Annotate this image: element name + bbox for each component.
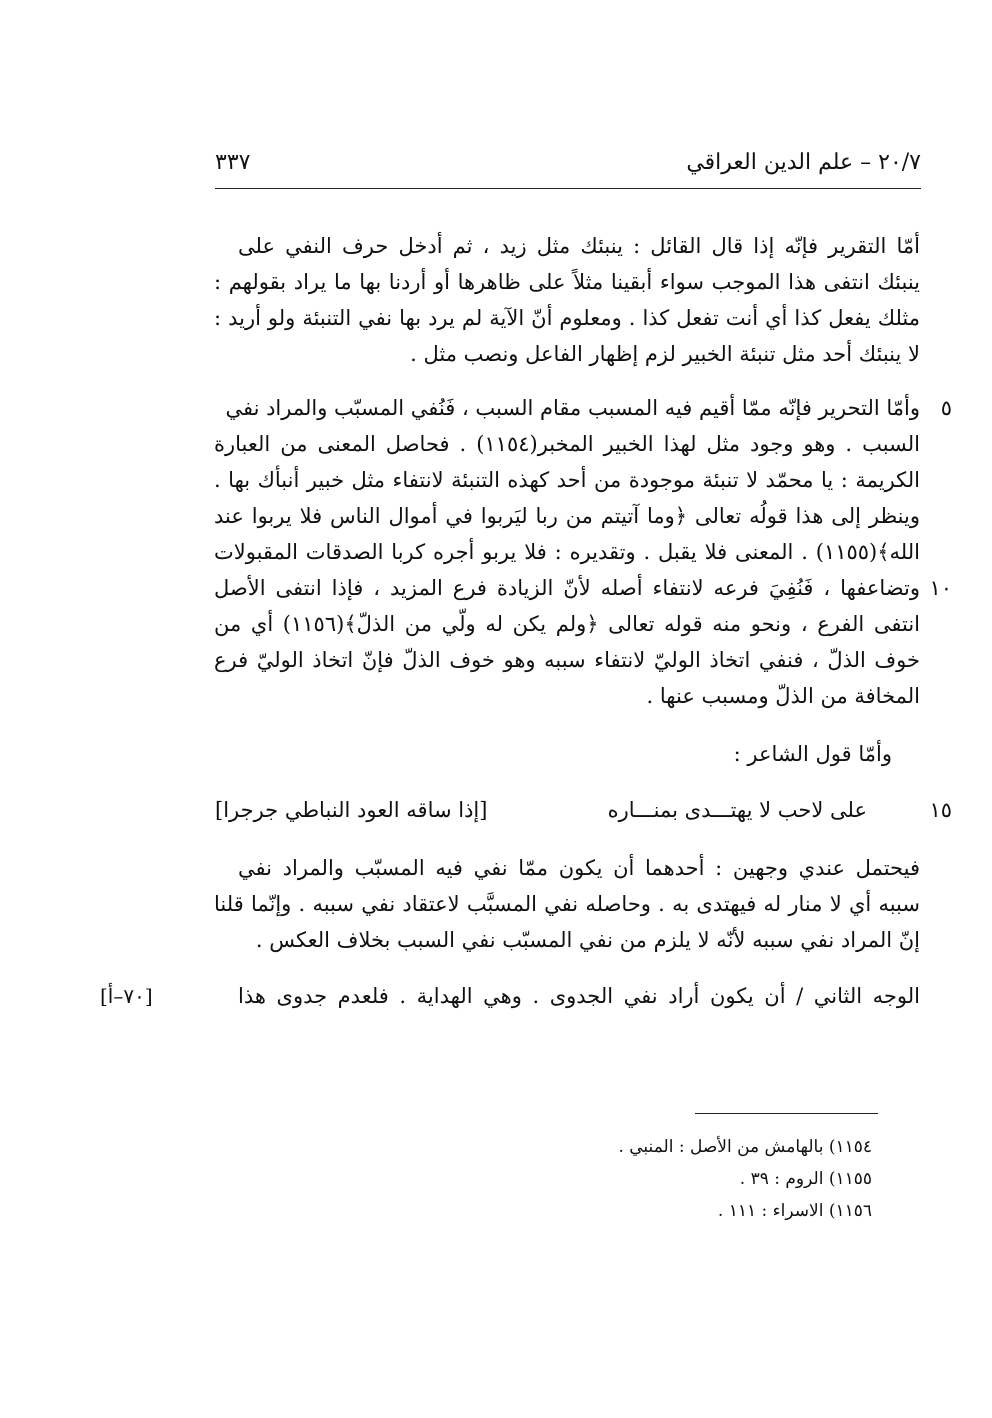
verse-second-hemistich: [إذا ساقه العود النباطي جرجرا] [215, 798, 488, 822]
line-number: ٥ [940, 396, 952, 420]
footnote: ١١٥٤) بالهامش من الأصل : المنبي . [618, 1137, 872, 1157]
text-line: لا ينبئك أحد مثل تنبئة الخبير لزم إظهار الفاعل ونصب مثل . [410, 342, 920, 366]
verse-first-hemistich: على لاحب لا يهتـــدى بمنـــاره [607, 798, 867, 822]
text-line: مثلك يفعل كذا أي أنت تفعل كذا . ومعلوم أنّ الآية لم يرد بها نفي التنبئة ولو أريد : [214, 306, 920, 330]
text-line: المخافة من الذلّ ومسبب عنها . [646, 684, 920, 708]
header-title: ٢٠/٧ – علم الدين العراقي [686, 150, 921, 175]
text-line: سببه أي لا منار له فيهتدى به . وحاصله نفي المسبَّب لاعتقاد نفي سببه . وإنّما قلنا [214, 892, 920, 916]
text-line: وأمّا قول الشاعر : [733, 742, 892, 766]
text-line: خوف الذلّ ، فنفي اتخاذ الوليّ لانتفاء سببه وهو خوف الذلّ فإنّ اتخاذ الوليّ فرع [214, 648, 920, 672]
text-line: الكريمة : يا محمّد لا تنبئة موجودة من أحد كهذه التنبئة لانتفاء مثل خبير أنبأك بها . [214, 468, 920, 492]
text-line: وينظر إلى هذا قولُه تعالى ﴿وما آتيتم من ربا ليَربوا في أموال الناس فلا يربوا عند [214, 504, 920, 528]
text-line: الله﴾(١١٥٥) . المعنى فلا يقبل . وتقديره : فلا يربو أجره كربا الصدقات المقبولات [214, 540, 920, 564]
footnote: ١١٥٥) الروم : ٣٩ . [739, 1169, 872, 1189]
text-line: وتضاعفها ، فَنُفِيَ فرعه لانتفاء أصله لأنّ الزيادة فرع المزيد ، فإذا انتفى الأصل [214, 576, 920, 600]
text-line: السبب . وهو وجود مثل لهذا الخبير المخبر(١١٥٤) . فحاصل المعنى من العبارة [214, 432, 921, 456]
text-line: وأمّا التحرير فإنّه ممّا أقيم فيه المسبب مقام السبب ، فَنُفي المسبّب والمراد نفي [225, 396, 920, 420]
text-line: إنّ المراد نفي سببه لأنّه لا يلزم من نفي المسبّب نفي السبب بخلاف العكس . [255, 928, 920, 952]
margin-reference: [٧٠–أ] [100, 984, 153, 1008]
line-number: ١٠ [929, 576, 952, 600]
line-number: ١٥ [929, 798, 952, 822]
page-number: ٣٣٧ [215, 150, 251, 175]
text-line: انتفى الفرع ، ونحو منه قوله تعالى ﴿ولم يكن له ولّي من الذلّ﴾(١١٥٦) أي من [214, 612, 920, 636]
text-line: الوجه الثاني / أن يكون أراد نفي الجدوى . وهي الهداية . فلعدم جدوى هذا [238, 984, 920, 1008]
running-header [215, 148, 921, 189]
text-line: ينبئك انتفى هذا الموجب سواء أبقينا مثلاً على ظاهرها أو أردنا بها ما يراد بقولهم : [214, 270, 920, 294]
text-line: فيحتمل عندي وجهين : أحدهما أن يكون ممّا نفي فيه المسبّب والمراد نفي [238, 856, 920, 880]
text-line: أمّا التقرير فإنّه إذا قال القائل : ينبئك مثل زيد ، ثم أدخل حرف النفي على [238, 234, 920, 258]
footnote: ١١٥٦) الاسراء : ١١١ . [717, 1201, 872, 1221]
footnote-separator [695, 1113, 878, 1114]
